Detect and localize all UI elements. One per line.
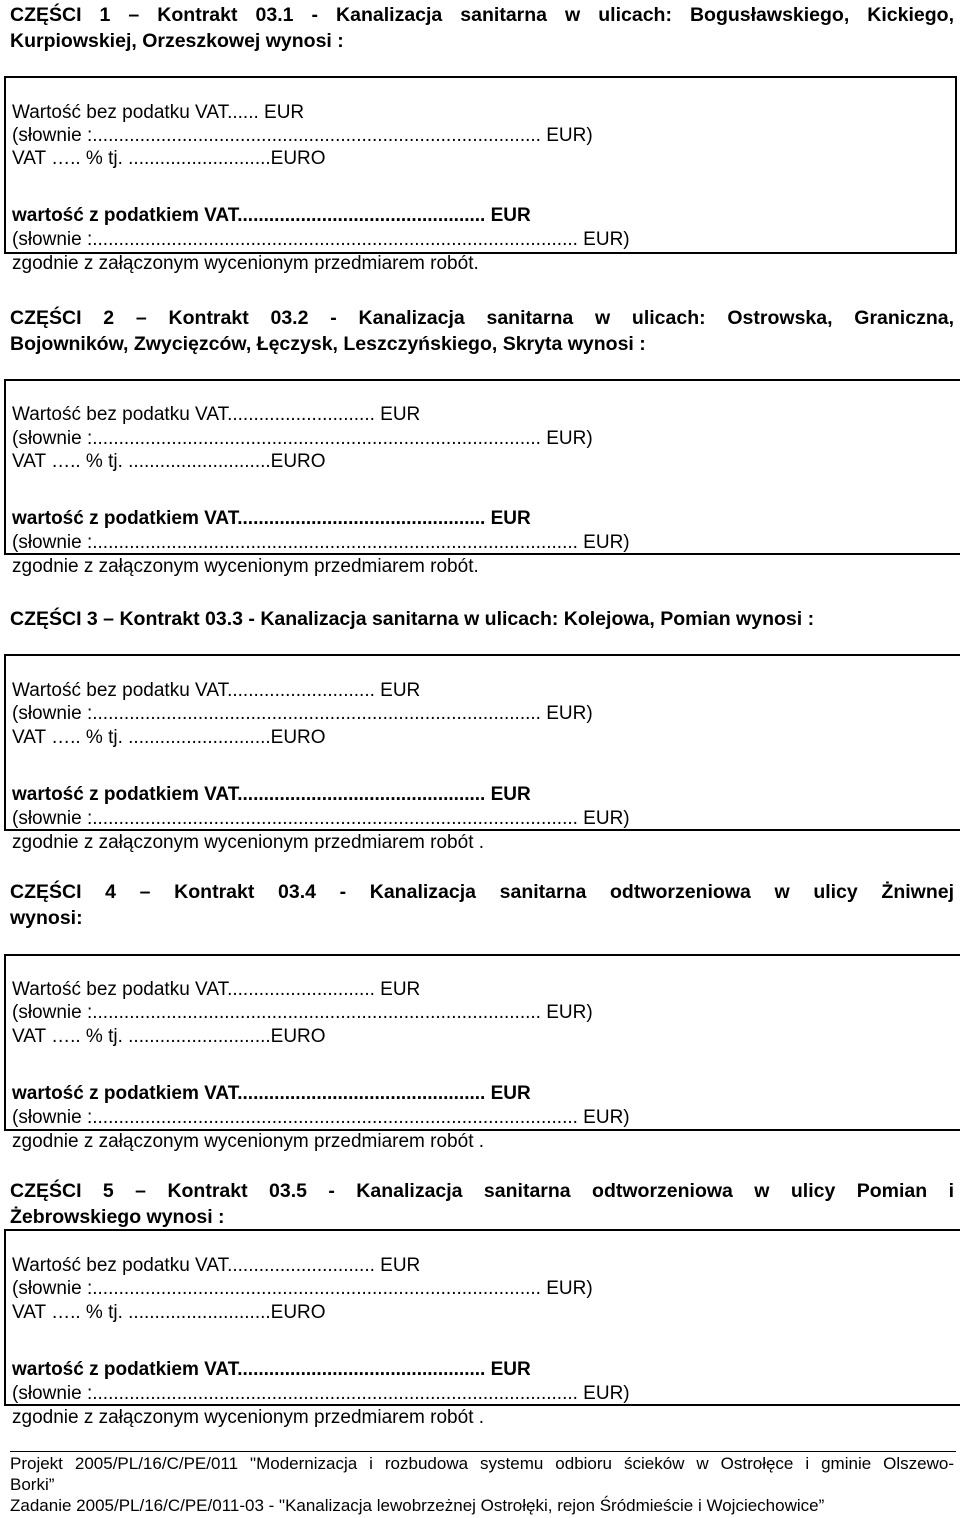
- section-2-gross-words: (słownie :............................................................................................ EUR): [12, 532, 630, 553]
- section-5-gross-value: wartość z podatkiem VAT............................................... EUR: [12, 1359, 531, 1380]
- section-4-heading: [10, 879, 954, 931]
- section-5-net-value: Wartość bez podatku VAT............................ EUR: [12, 1255, 421, 1276]
- section-4-vat: VAT ….. % tj. ...........................EURO: [12, 1026, 326, 1047]
- section-2-vat: VAT ….. % tj. ...........................EURO: [12, 451, 326, 472]
- section-1-vat: VAT ….. % tj. ...........................EURO: [12, 148, 326, 169]
- section-2-net-words: (słownie :..................................................................................... EUR): [12, 428, 593, 449]
- section-3-vat: VAT ….. % tj. ...........................EURO: [12, 727, 326, 748]
- section-1-gross-value: wartość z podatkiem VAT............................................... EUR: [12, 205, 531, 226]
- footer-rule: [10, 1451, 956, 1452]
- section-4-net-words: (słownie :..................................................................................... EUR): [12, 1002, 593, 1023]
- section-1-net-value: Wartość bez podatku VAT...... EUR: [12, 102, 305, 123]
- section-4-heading-line-2: wynosi:: [10, 907, 83, 929]
- section-3-gross-words: (słownie :............................................................................................ EUR): [12, 808, 630, 829]
- section-5-vat: VAT ….. % tj. ...........................EURO: [12, 1302, 326, 1323]
- section-3-net-words: (słownie :..................................................................................... EUR): [12, 703, 593, 724]
- section-2-gross-value: wartość z podatkiem VAT............................................... EUR: [12, 508, 531, 529]
- section-2-heading-line-1: CZĘŚCI 2 – Kontrakt 03.2 - Kanalizacja sanitarna w ulicach: Ostrowska, Graniczna,: [10, 307, 954, 329]
- section-5-net-words: (słownie :..................................................................................... EUR): [12, 1278, 593, 1299]
- footer-line-2: Borki”: [10, 1475, 55, 1494]
- section-1-gross-words: (słownie :............................................................................................ EUR): [12, 229, 630, 250]
- footer-line-3: Zadanie 2005/PL/16/C/PE/011-03 - "Kanalizacja lewobrzeżnej Ostrołęki, rejon Śródmieście i Wojciechowice”: [10, 1496, 825, 1515]
- section-5-heading-line-2: Żebrowskiego wynosi :: [10, 1206, 225, 1228]
- section-2-net-value: Wartość bez podatku VAT............................ EUR: [12, 404, 421, 425]
- section-5-heading-line-1: CZĘŚCI 5 – Kontrakt 03.5 - Kanalizacja sanitarna odtworzeniowa w ulicy Pomian i: [10, 1180, 954, 1202]
- section-5-gross-words: (słownie :............................................................................................ EUR): [12, 1383, 630, 1404]
- section-4-net-value: Wartość bez podatku VAT............................ EUR: [12, 979, 421, 1000]
- section-3-heading-line-1: CZĘŚCI 3 – Kontrakt 03.3 - Kanalizacja sanitarna w ulicach: Kolejowa, Pomian wynosi :: [10, 608, 815, 630]
- section-4-gross-words: (słownie :............................................................................................ EUR): [12, 1107, 630, 1128]
- section-2-heading: [10, 305, 954, 357]
- footer-line-1: Projekt 2005/PL/16/C/PE/011 "Modernizacja i rozbudowa systemu odbioru ścieków w Ostrołęce i gminie Olszewo-: [10, 1454, 954, 1473]
- footer: [10, 1453, 954, 1516]
- section-1-net-words: (słownie :..................................................................................... EUR): [12, 125, 593, 146]
- section-3-gross-value: wartość z podatkiem VAT............................................... EUR: [12, 784, 531, 805]
- section-2-note: zgodnie z załączonym wycenionym przedmiarem robót.: [12, 556, 479, 577]
- section-3-note: zgodnie z załączonym wycenionym przedmiarem robót .: [12, 832, 485, 853]
- section-5-note: zgodnie z załączonym wycenionym przedmiarem robót .: [12, 1407, 485, 1428]
- section-1-note: zgodnie z załączonym wycenionym przedmiarem robót.: [12, 253, 479, 274]
- section-5-heading: [10, 1178, 954, 1230]
- section-3-net-value: Wartość bez podatku VAT............................ EUR: [12, 680, 421, 701]
- section-2-heading-line-2: Bojowników, Zwycięzców, Łęczysk, Leszczyńskiego, Skryta wynosi :: [10, 333, 646, 355]
- section-1-heading-line-2: Kurpiowskiej, Orzeszkowej wynosi :: [10, 30, 344, 52]
- section-3-heading: [10, 606, 954, 632]
- section-4-heading-line-1: CZĘŚCI 4 – Kontrakt 03.4 - Kanalizacja sanitarna odtworzeniowa w ulicy Żniwnej: [10, 881, 954, 903]
- section-1-heading: [10, 2, 954, 54]
- section-4-gross-value: wartość z podatkiem VAT............................................... EUR: [12, 1083, 531, 1104]
- section-4-note: zgodnie z załączonym wycenionym przedmiarem robót .: [12, 1131, 485, 1152]
- section-1-heading-line-1: CZĘŚCI 1 – Kontrakt 03.1 - Kanalizacja sanitarna w ulicach: Bogusławskiego, Kickiego,: [10, 4, 954, 26]
